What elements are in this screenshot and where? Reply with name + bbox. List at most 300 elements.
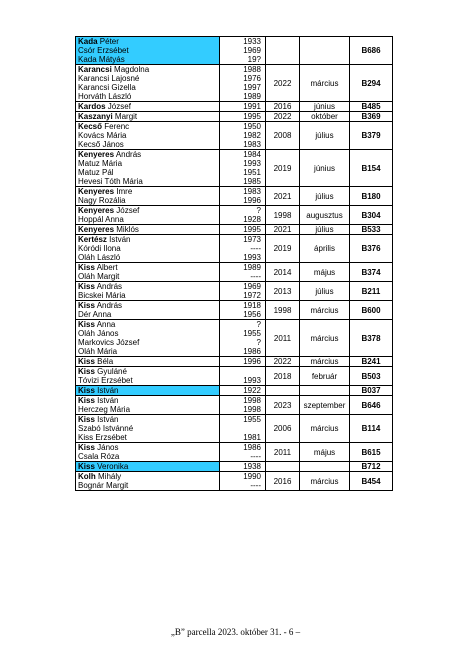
person-name bbox=[78, 472, 219, 481]
person-name bbox=[78, 235, 219, 244]
birth-year: 19? bbox=[247, 55, 261, 64]
death-year: 2011 bbox=[266, 443, 300, 462]
death-month: augusztus bbox=[300, 206, 350, 225]
birth-years-cell bbox=[220, 462, 266, 472]
person-name bbox=[78, 225, 219, 234]
full-name: Bicskei Mária bbox=[78, 291, 126, 300]
table-row bbox=[76, 37, 393, 65]
surname: Kiss bbox=[78, 282, 95, 291]
grave-code: B646 bbox=[350, 396, 393, 415]
full-name: Matuz Mária bbox=[78, 159, 123, 168]
given-name: Veronika bbox=[97, 462, 129, 471]
death-month: március bbox=[300, 357, 350, 367]
birth-year: ---- bbox=[250, 481, 261, 490]
birth-year: ---- bbox=[250, 244, 261, 253]
person-name bbox=[78, 244, 219, 253]
birth-year: 1998 bbox=[243, 396, 261, 405]
surname: Kertész bbox=[78, 235, 107, 244]
names-cell bbox=[76, 187, 220, 206]
death-month: június bbox=[300, 150, 350, 187]
table-row bbox=[76, 301, 393, 320]
death-year: 2018 bbox=[266, 367, 300, 386]
death-year bbox=[266, 462, 300, 472]
burial-register-table bbox=[75, 36, 393, 491]
death-year: 2021 bbox=[266, 225, 300, 235]
surname: Kiss bbox=[78, 367, 95, 376]
full-name: Hoppál Anna bbox=[78, 215, 124, 224]
names-cell bbox=[76, 301, 220, 320]
given-name: István bbox=[97, 396, 119, 405]
full-name: Kovács Mária bbox=[78, 131, 127, 140]
full-name: Kecső János bbox=[78, 140, 124, 149]
full-name: Kiss Erzsébet bbox=[78, 433, 127, 442]
person-name bbox=[78, 263, 219, 272]
full-name: Oláh János bbox=[78, 329, 119, 338]
birth-year: 1955 bbox=[243, 329, 261, 338]
birth-years-cell bbox=[220, 301, 266, 320]
birth-year: 1969 bbox=[243, 282, 261, 291]
names-cell bbox=[76, 320, 220, 357]
birth-year bbox=[222, 424, 261, 433]
death-year: 2016 bbox=[266, 102, 300, 112]
grave-code: B378 bbox=[350, 320, 393, 357]
death-year: 2013 bbox=[266, 282, 300, 301]
death-month: május bbox=[300, 263, 350, 282]
names-cell bbox=[76, 112, 220, 122]
surname: Kiss bbox=[78, 396, 95, 405]
grave-code: B241 bbox=[350, 357, 393, 367]
person-name bbox=[78, 415, 219, 424]
death-month: március bbox=[300, 472, 350, 491]
surname: Kecső bbox=[78, 122, 103, 131]
full-name: Csala Róza bbox=[78, 452, 120, 461]
grave-code: B712 bbox=[350, 462, 393, 472]
death-year: 2006 bbox=[266, 415, 300, 443]
table-row bbox=[76, 206, 393, 225]
person-name bbox=[78, 338, 219, 347]
names-cell bbox=[76, 462, 220, 472]
birth-year: 1981 bbox=[243, 433, 261, 442]
person-name bbox=[78, 83, 219, 92]
death-month: október bbox=[300, 112, 350, 122]
grave-code: B374 bbox=[350, 263, 393, 282]
person-name bbox=[78, 272, 219, 281]
birth-year bbox=[222, 367, 261, 376]
death-month: március bbox=[300, 415, 350, 443]
surname: Kenyeres bbox=[78, 150, 115, 159]
death-year: 2023 bbox=[266, 396, 300, 415]
person-name bbox=[78, 150, 219, 159]
surname: Kenyeres bbox=[78, 225, 115, 234]
birth-years-cell bbox=[220, 65, 266, 102]
surname: Kiss bbox=[78, 386, 95, 395]
birth-year: ? bbox=[256, 320, 261, 329]
table-row bbox=[76, 462, 393, 472]
grave-code: B114 bbox=[350, 415, 393, 443]
death-year: 2011 bbox=[266, 320, 300, 357]
birth-years-cell bbox=[220, 37, 266, 65]
birth-years-cell bbox=[220, 282, 266, 301]
birth-year: ---- bbox=[250, 452, 261, 461]
names-cell bbox=[76, 357, 220, 367]
person-name bbox=[78, 433, 219, 442]
person-name bbox=[78, 215, 219, 224]
death-month: szeptember bbox=[300, 396, 350, 415]
surname: Kiss bbox=[78, 357, 95, 366]
full-name: Oláh Mária bbox=[78, 347, 118, 356]
death-month: június bbox=[300, 102, 350, 112]
person-name bbox=[78, 282, 219, 291]
birth-year: 1985 bbox=[243, 177, 261, 186]
grave-code: B454 bbox=[350, 472, 393, 491]
names-cell bbox=[76, 102, 220, 112]
person-name bbox=[78, 386, 219, 395]
death-year: 1998 bbox=[266, 301, 300, 320]
birth-year: 1976 bbox=[243, 74, 261, 83]
given-name: István bbox=[97, 386, 119, 395]
person-name bbox=[78, 55, 219, 64]
death-month: július bbox=[300, 122, 350, 150]
given-name: Margit bbox=[114, 112, 138, 121]
death-year: 2022 bbox=[266, 65, 300, 102]
full-name: Oláh László bbox=[78, 253, 121, 262]
death-month: július bbox=[300, 225, 350, 235]
given-name: Miklós bbox=[116, 225, 139, 234]
person-name bbox=[78, 206, 219, 215]
person-name bbox=[78, 177, 219, 186]
full-name: Herczeg Mária bbox=[78, 405, 131, 414]
person-name bbox=[78, 168, 219, 177]
surname: Kiss bbox=[78, 443, 95, 452]
birth-year: 1991 bbox=[243, 102, 261, 111]
surname: Kenyeres bbox=[78, 187, 115, 196]
table-row bbox=[76, 102, 393, 112]
person-name bbox=[78, 481, 219, 490]
death-year: 2022 bbox=[266, 357, 300, 367]
full-name: Bognár Margit bbox=[78, 481, 129, 490]
birth-year: 1996 bbox=[243, 196, 261, 205]
given-name: Albert bbox=[96, 263, 118, 272]
given-name: István bbox=[97, 415, 119, 424]
birth-year: 1955 bbox=[243, 415, 261, 424]
surname: Kaszanyi bbox=[78, 112, 113, 121]
birth-year: 1986 bbox=[243, 347, 261, 356]
birth-years-cell bbox=[220, 102, 266, 112]
table-row bbox=[76, 263, 393, 282]
person-name bbox=[78, 452, 219, 461]
person-name bbox=[78, 291, 219, 300]
birth-years-cell bbox=[220, 122, 266, 150]
person-name bbox=[78, 396, 219, 405]
given-name: András bbox=[96, 282, 123, 291]
names-cell bbox=[76, 472, 220, 491]
table-row bbox=[76, 443, 393, 462]
full-name: Kada Mátyás bbox=[78, 55, 125, 64]
full-name: Karancsi Gizella bbox=[78, 83, 136, 92]
surname: Kolh bbox=[78, 472, 96, 481]
birth-year: ? bbox=[256, 338, 261, 347]
grave-code: B294 bbox=[350, 65, 393, 102]
names-cell bbox=[76, 150, 220, 187]
table-row bbox=[76, 225, 393, 235]
death-year bbox=[266, 386, 300, 396]
table-row bbox=[76, 150, 393, 187]
surname: Kenyeres bbox=[78, 206, 115, 215]
person-name bbox=[78, 140, 219, 149]
person-name bbox=[78, 253, 219, 262]
surname: Kardos bbox=[78, 102, 106, 111]
birth-year: 1993 bbox=[243, 376, 261, 385]
birth-year: 1950 bbox=[243, 122, 261, 131]
birth-years-cell bbox=[220, 187, 266, 206]
surname: Kiss bbox=[78, 415, 95, 424]
names-cell bbox=[76, 386, 220, 396]
death-month: március bbox=[300, 65, 350, 102]
person-name bbox=[78, 112, 219, 121]
table-row bbox=[76, 415, 393, 443]
person-name bbox=[78, 122, 219, 131]
given-name: Mihály bbox=[98, 472, 122, 481]
grave-code: B485 bbox=[350, 102, 393, 112]
table-row bbox=[76, 65, 393, 102]
given-name: Magdolna bbox=[114, 65, 150, 74]
given-name: Imre bbox=[116, 187, 133, 196]
names-cell bbox=[76, 367, 220, 386]
person-name bbox=[78, 301, 219, 310]
grave-code: B211 bbox=[350, 282, 393, 301]
person-name bbox=[78, 46, 219, 55]
birth-years-cell bbox=[220, 150, 266, 187]
grave-code: B615 bbox=[350, 443, 393, 462]
birth-year: 1982 bbox=[243, 131, 261, 140]
names-cell bbox=[76, 443, 220, 462]
table-row bbox=[76, 235, 393, 263]
person-name bbox=[78, 424, 219, 433]
person-name bbox=[78, 376, 219, 385]
death-year: 1998 bbox=[266, 206, 300, 225]
person-name bbox=[78, 329, 219, 338]
given-name: András bbox=[115, 150, 142, 159]
grave-code: B369 bbox=[350, 112, 393, 122]
death-year: 2016 bbox=[266, 472, 300, 491]
names-cell bbox=[76, 65, 220, 102]
birth-years-cell bbox=[220, 396, 266, 415]
person-name bbox=[78, 102, 219, 111]
table-row bbox=[76, 386, 393, 396]
full-name: Karancsi Lajosné bbox=[78, 74, 140, 83]
death-month bbox=[300, 462, 350, 472]
birth-year: 1990 bbox=[243, 472, 261, 481]
death-year: 2008 bbox=[266, 122, 300, 150]
person-name bbox=[78, 462, 219, 471]
person-name bbox=[78, 196, 219, 205]
birth-year: 1984 bbox=[243, 150, 261, 159]
birth-year: ---- bbox=[250, 272, 261, 281]
birth-year: 1995 bbox=[243, 112, 261, 121]
table-row bbox=[76, 396, 393, 415]
names-cell bbox=[76, 122, 220, 150]
table-row bbox=[76, 112, 393, 122]
given-name: Anna bbox=[96, 320, 116, 329]
death-year bbox=[266, 37, 300, 65]
person-name bbox=[78, 37, 219, 46]
grave-code: B304 bbox=[350, 206, 393, 225]
table-row bbox=[76, 187, 393, 206]
birth-years-cell bbox=[220, 225, 266, 235]
grave-code: B379 bbox=[350, 122, 393, 150]
table-row bbox=[76, 282, 393, 301]
birth-year: 1989 bbox=[243, 263, 261, 272]
person-name bbox=[78, 310, 219, 319]
full-name: Dér Anna bbox=[78, 310, 112, 319]
birth-years-cell bbox=[220, 415, 266, 443]
birth-years-cell bbox=[220, 443, 266, 462]
birth-year: 1983 bbox=[243, 187, 261, 196]
full-name: Matuz Pál bbox=[78, 168, 114, 177]
death-month: március bbox=[300, 301, 350, 320]
table-row bbox=[76, 320, 393, 357]
death-year: 2019 bbox=[266, 150, 300, 187]
death-month: május bbox=[300, 443, 350, 462]
birth-year: 1938 bbox=[243, 462, 261, 471]
death-year: 2014 bbox=[266, 263, 300, 282]
grave-code: B180 bbox=[350, 187, 393, 206]
full-name: Nagy Rozália bbox=[78, 196, 126, 205]
death-month bbox=[300, 386, 350, 396]
death-year: 2019 bbox=[266, 235, 300, 263]
birth-year: 1951 bbox=[243, 168, 261, 177]
person-name bbox=[78, 65, 219, 74]
person-name bbox=[78, 443, 219, 452]
given-name: Béla bbox=[97, 357, 114, 366]
birth-year: 1928 bbox=[243, 215, 261, 224]
birth-years-cell bbox=[220, 263, 266, 282]
given-name: József bbox=[107, 102, 131, 111]
given-name: Ferenc bbox=[104, 122, 130, 131]
person-name bbox=[78, 405, 219, 414]
surname: Kada bbox=[78, 37, 98, 46]
grave-code: B686 bbox=[350, 37, 393, 65]
birth-year: 1997 bbox=[243, 83, 261, 92]
full-name: Oláh Margit bbox=[78, 272, 120, 281]
birth-year: 1995 bbox=[243, 225, 261, 234]
grave-code: B376 bbox=[350, 235, 393, 263]
death-month bbox=[300, 37, 350, 65]
person-name bbox=[78, 159, 219, 168]
page-footer: „B” parcella 2023. október 31. - 6 – bbox=[170, 627, 301, 637]
person-name bbox=[78, 357, 219, 366]
death-year: 2022 bbox=[266, 112, 300, 122]
names-cell bbox=[76, 282, 220, 301]
surname: Kiss bbox=[78, 320, 95, 329]
given-name: András bbox=[96, 301, 123, 310]
full-name: Hevesi Tóth Mária bbox=[78, 177, 143, 186]
person-name bbox=[78, 187, 219, 196]
birth-years-cell bbox=[220, 472, 266, 491]
given-name: János bbox=[97, 443, 119, 452]
names-cell bbox=[76, 37, 220, 65]
given-name: István bbox=[109, 235, 131, 244]
birth-year: 1922 bbox=[243, 386, 261, 395]
surname: Kiss bbox=[78, 263, 95, 272]
full-name: Kóródi Ilona bbox=[78, 244, 121, 253]
table-row bbox=[76, 357, 393, 367]
grave-code: B503 bbox=[350, 367, 393, 386]
given-name: Gyuláné bbox=[97, 367, 127, 376]
birth-year: 1996 bbox=[243, 357, 261, 366]
birth-year: 1993 bbox=[243, 253, 261, 262]
death-month: március bbox=[300, 320, 350, 357]
birth-year: 1933 bbox=[243, 37, 261, 46]
birth-year: 1972 bbox=[243, 291, 261, 300]
names-cell bbox=[76, 263, 220, 282]
death-month: április bbox=[300, 235, 350, 263]
birth-year: 1983 bbox=[243, 140, 261, 149]
full-name: Csór Erzsébet bbox=[78, 46, 129, 55]
grave-code: B154 bbox=[350, 150, 393, 187]
birth-year: 1993 bbox=[243, 159, 261, 168]
birth-years-cell bbox=[220, 112, 266, 122]
grave-code: B533 bbox=[350, 225, 393, 235]
surname: Karancsi bbox=[78, 65, 112, 74]
birth-year: 1988 bbox=[243, 65, 261, 74]
birth-year: 1973 bbox=[243, 235, 261, 244]
birth-year: 1989 bbox=[243, 92, 261, 101]
given-name: József bbox=[116, 206, 140, 215]
death-month: február bbox=[300, 367, 350, 386]
names-cell bbox=[76, 415, 220, 443]
grave-code: B600 bbox=[350, 301, 393, 320]
birth-years-cell bbox=[220, 357, 266, 367]
surname: Kiss bbox=[78, 301, 95, 310]
death-year: 2021 bbox=[266, 187, 300, 206]
names-cell bbox=[76, 225, 220, 235]
given-name: Péter bbox=[99, 37, 119, 46]
names-cell bbox=[76, 396, 220, 415]
full-name: Tóvizi Erzsébet bbox=[78, 376, 133, 385]
register-rows bbox=[76, 37, 393, 491]
names-cell bbox=[76, 235, 220, 263]
person-name bbox=[78, 92, 219, 101]
birth-year: 1969 bbox=[243, 46, 261, 55]
table-row bbox=[76, 367, 393, 386]
birth-years-cell bbox=[220, 367, 266, 386]
table-row bbox=[76, 122, 393, 150]
person-name bbox=[78, 131, 219, 140]
surname: Kiss bbox=[78, 462, 95, 471]
birth-year: 1998 bbox=[243, 405, 261, 414]
birth-years-cell bbox=[220, 206, 266, 225]
person-name bbox=[78, 320, 219, 329]
birth-year: ? bbox=[256, 206, 261, 215]
birth-years-cell bbox=[220, 386, 266, 396]
birth-year: 1918 bbox=[243, 301, 261, 310]
names-cell bbox=[76, 206, 220, 225]
person-name bbox=[78, 74, 219, 83]
death-month: július bbox=[300, 282, 350, 301]
full-name: Szabó Istvánné bbox=[78, 424, 134, 433]
person-name bbox=[78, 367, 219, 376]
person-name bbox=[78, 347, 219, 356]
table-row bbox=[76, 472, 393, 491]
grave-code: B037 bbox=[350, 386, 393, 396]
birth-year: 1956 bbox=[243, 310, 261, 319]
birth-year: 1986 bbox=[243, 443, 261, 452]
death-month: július bbox=[300, 187, 350, 206]
birth-years-cell bbox=[220, 320, 266, 357]
birth-years-cell bbox=[220, 235, 266, 263]
full-name: Markovics József bbox=[78, 338, 140, 347]
